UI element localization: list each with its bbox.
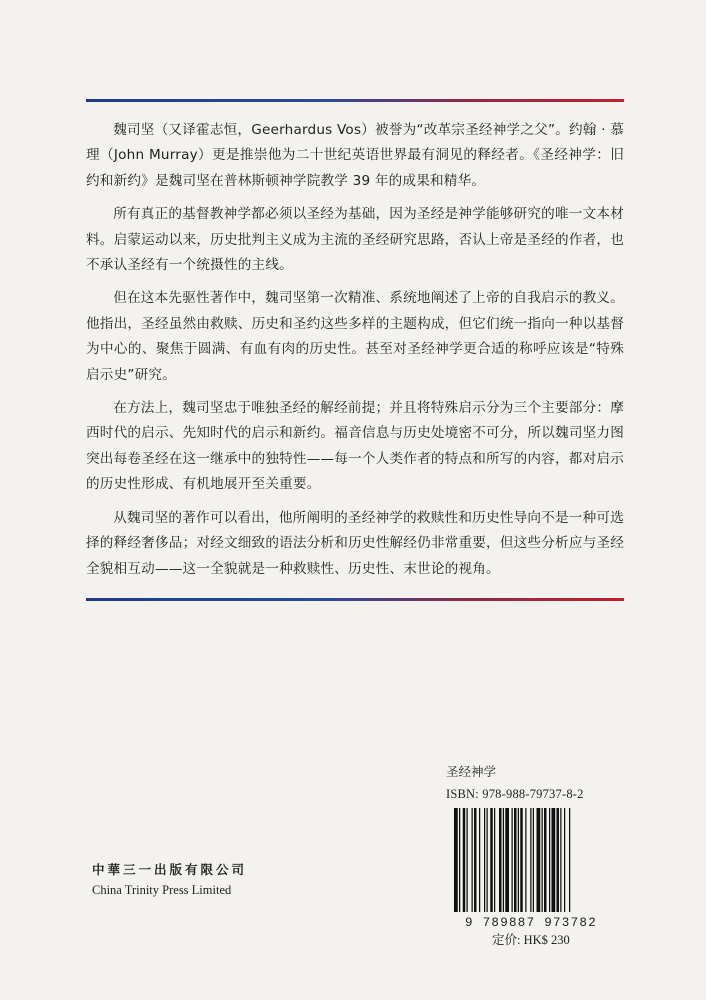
barcode-bar: [479, 808, 480, 912]
barcode-bar: [514, 808, 517, 912]
barcode-bar: [494, 808, 495, 912]
barcode-bar: [569, 808, 570, 912]
barcode-bar: [472, 808, 473, 912]
barcode-bar: [463, 808, 466, 912]
barcode: [446, 808, 616, 930]
publisher-name-chinese: 中華三一出版有限公司: [92, 863, 248, 877]
isbn-block: [446, 764, 616, 947]
barcode-bar: [533, 808, 534, 912]
barcode-bar: [552, 808, 556, 912]
barcode-bar: [530, 808, 531, 912]
barcode-bar: [459, 808, 460, 912]
barcode-bar: [512, 808, 513, 912]
barcode-bar: [518, 808, 519, 912]
description-paragraph: 所有真正的基督教神学都必须以圣经为基础，因为圣经是神学能够研究的唯一文本材料。启蒙运动以来，历史批判主义成为主流的圣经研究思路，否认上帝是圣经的作者，也不承认圣经有一个统摄性的主线。: [86, 206, 624, 274]
barcode-bar: [544, 808, 547, 912]
book-description: [86, 118, 624, 590]
barcode-bar: [467, 808, 468, 912]
price: 定价: HK$ 230: [492, 933, 570, 947]
barcode-bar: [557, 808, 560, 912]
barcode-bar: [560, 808, 561, 912]
top-divider: [86, 99, 624, 102]
barcode-bar: [520, 808, 523, 912]
book-title: 圣经神学: [446, 765, 497, 779]
publisher-block: [92, 862, 247, 899]
bottom-divider: [86, 598, 624, 601]
barcode-bar: [564, 808, 565, 912]
barcode-digits: 9 789887 973782: [464, 916, 598, 930]
description-paragraph: 从魏司坚的著作可以看出，他所阐明的圣经神学的救赎性和历史性导向不是一种可选择的释经奢侈品；对经文细致的语法分析和历史性解经仍非常重要，但这些分析应与圣经全貌相互动——这一全貌就是一种救赎性、历史性、末世论的视角。: [86, 509, 624, 577]
barcode-bar: [487, 808, 488, 912]
description-paragraph: 但在这本先驱性著作中，魏司坚第一次精准、系统地阐述了上帝的自我启示的教义。他指出，圣经虽然由救赎、历史和圣约这些多样的主题构成，但它们统一指向一种以基督为中心的、聚焦于圆满、有血有肉的历史性。甚至对圣经神学更合适的称呼应该是“特殊启示史”研究。: [86, 290, 624, 383]
isbn-number: ISBN: 978-988-79737-8-2: [446, 787, 584, 801]
barcode-bar: [499, 808, 502, 912]
publisher-name-english: China Trinity Press Limited: [92, 883, 232, 897]
barcode-bar: [525, 808, 526, 912]
description-paragraph: 在方法上，魏司坚忠于唯独圣经的解经前提；并且将特殊启示分为三个主要部分：摩西时代的启示、先知时代的启示和新约。福音信息与历史处境密不可分，所以魏司坚力图突出每卷圣经在这一继承中的独特性——每一个人类作者的特点和所写的内容，都对启示的历史性形成、有机地展开至关重要。: [86, 400, 624, 493]
barcode-bar: [454, 808, 458, 912]
barcode-bar: [474, 808, 477, 912]
barcode-bar: [484, 808, 485, 912]
barcode-bar: [542, 808, 543, 912]
barcode-bar: [490, 808, 493, 912]
barcode-bar: [537, 808, 541, 912]
barcode-bar: [505, 808, 509, 912]
barcode-bar: [503, 808, 504, 912]
barcode-bars: [454, 808, 570, 912]
description-paragraph: 魏司坚（又译霍志恒，Geerhardus Vos）被誉为“改革宗圣经神学之父”。约翰 · 慕理（John Murray）更是推崇他为二十世纪英语世界最有洞见的释经者。《圣经神学：旧约和新约》是魏司坚在普林斯顿神学院教学 39 年的成果和精华。: [86, 122, 624, 189]
barcode-bar: [549, 808, 550, 912]
